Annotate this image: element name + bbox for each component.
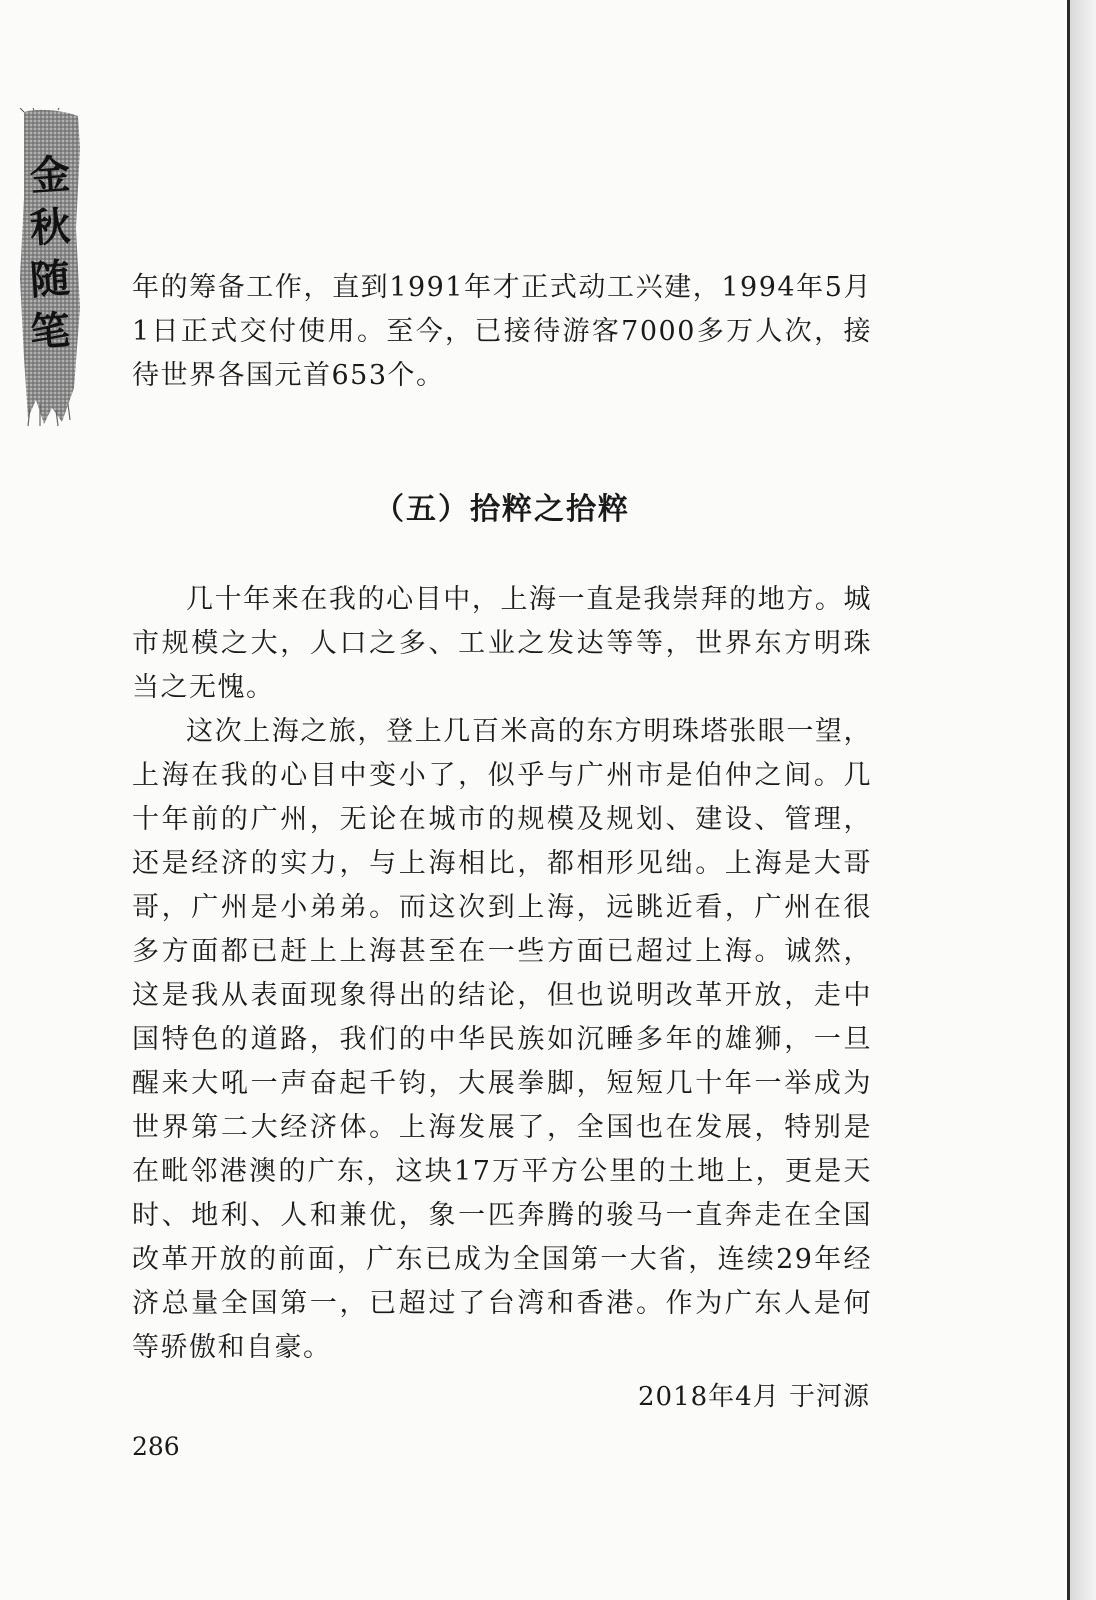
banner-char-1: 金 xyxy=(28,150,72,201)
book-title-banner xyxy=(18,108,82,426)
body-paragraph-1: 几十年来在我的心目中，上海一直是我崇拜的地方。城市规模之大，人口之多、工业之发达等等，世界东方明珠当之无愧。 xyxy=(132,584,872,703)
page-edge-line xyxy=(1067,0,1070,1600)
date-signature: 2018年4月 于河源 xyxy=(638,1382,870,1412)
banner-char-4: 笔 xyxy=(28,306,72,357)
section-title: （五）拾粹之拾粹 xyxy=(374,492,630,527)
body-paragraph-2: 这次上海之旅，登上几百米高的东方明珠塔张眼一望，上海在我的心目中变小了，似乎与广州市是伯仲之间。几十年前的广州，无论在城市的规模及规划、建设、管理，还是经济的实力，与上海相比，都相形见绌。上海是大哥哥，广州是小弟弟。而这次到上海，远眺近看，广州在很多方面都已赶上上海甚至在一些方面已超过上海。诚然，这是我从表面现象得出的结论，但也说明改革开放，走中国特色的道路，我们的中华民族如沉睡多年的雄狮，一旦醒来大吼一声奋起千钧，大展拳脚，短短几十年一举成为世界第二大经济体。上海发展了，全国也在发展，特别是在毗邻港澳的广东，这块17万平方公里的土地上，更是天时、地利、人和兼优，象一匹奔腾的骏马一直奔走在全国改革开放的前面，广东已成为全国第一大省，连续29年经济总量全国第一，已超过了台湾和香港。作为广东人是何等骄傲和自豪。 xyxy=(132,716,872,1363)
page-gutter-shadow xyxy=(1070,0,1096,1600)
page-number: 286 xyxy=(132,1432,180,1461)
banner-characters xyxy=(18,150,82,358)
intro-paragraph: 年的筹备工作，直到1991年才正式动工兴建，1994年5月1日正式交付使用。至今，已接待游客7000多万人次，接待世界各国元首653个。 xyxy=(132,272,872,391)
banner-char-2: 秋 xyxy=(28,202,72,253)
banner-char-3: 随 xyxy=(28,254,72,305)
